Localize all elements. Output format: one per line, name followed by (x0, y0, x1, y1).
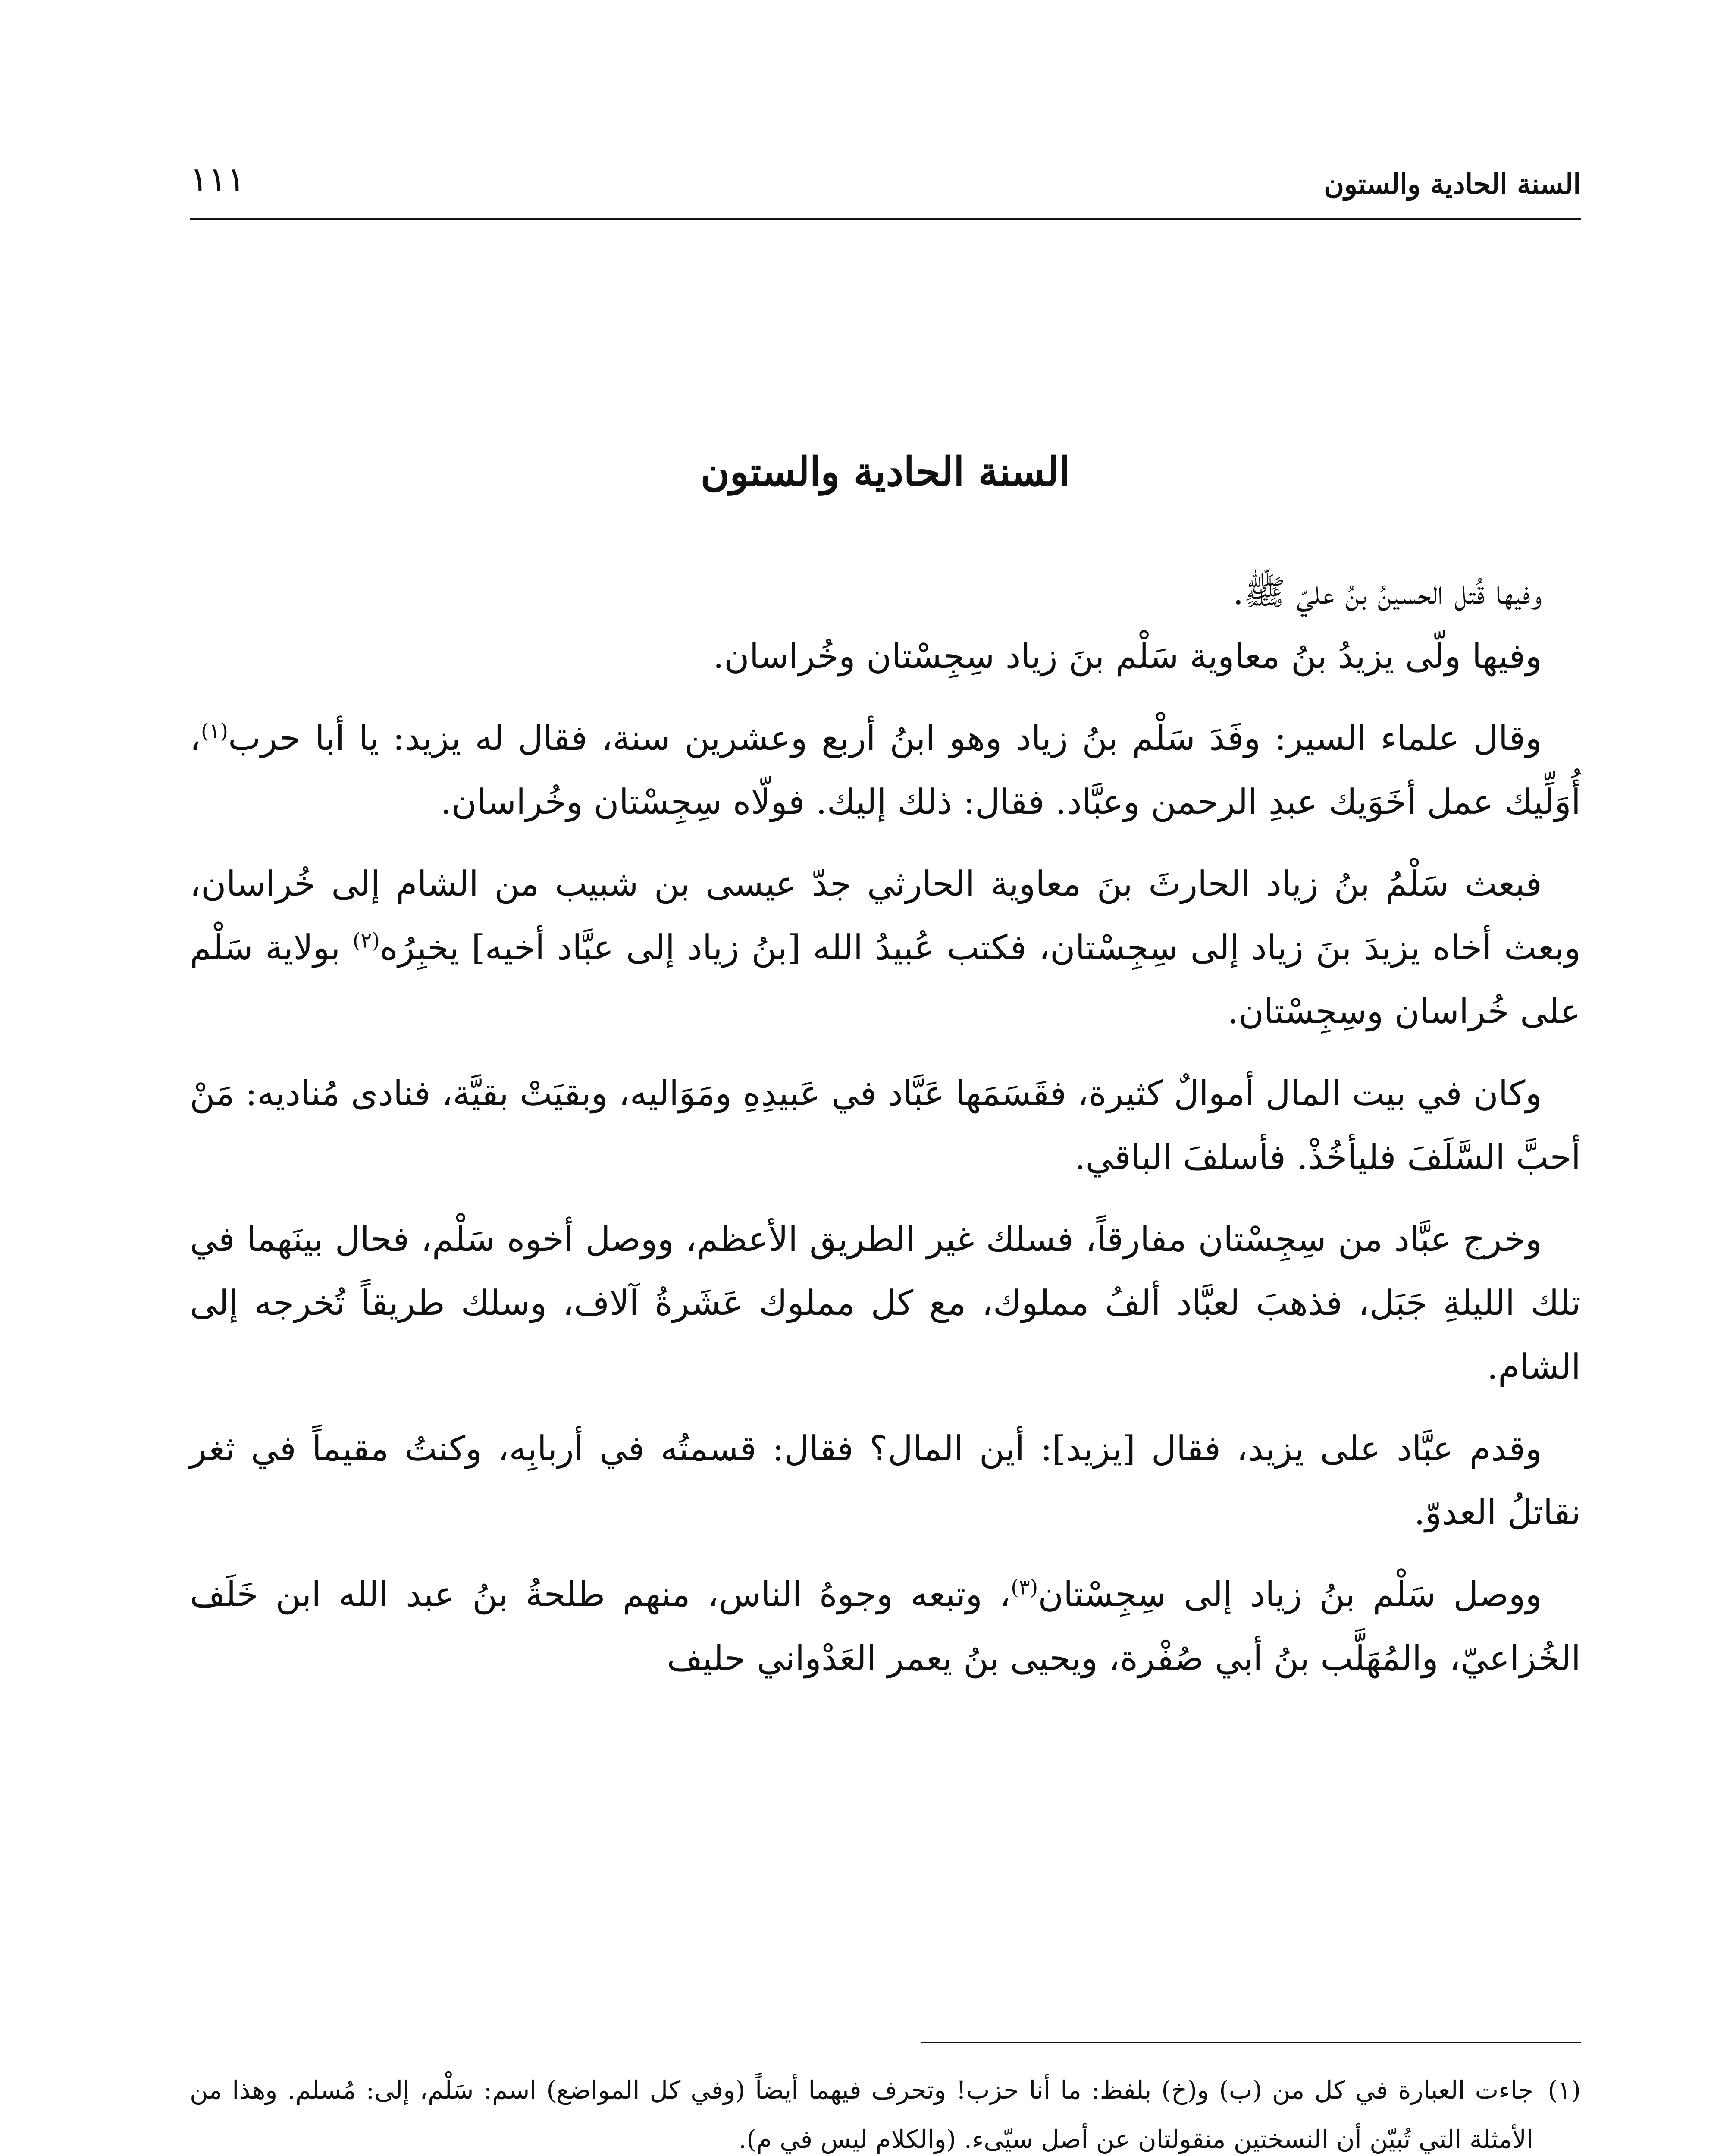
page-header (190, 155, 1581, 216)
footnote-ref-1[interactable]: (١) (201, 719, 229, 743)
paragraph-1: وفيها قُتل الحسينُ بنُ عليّ ﷺ. (1233, 572, 1542, 612)
paragraph-2: وفيها ولّى يزيدُ بنُ معاوية سَلْم بنَ زياد سِجِسْتان وخُراسان. (713, 636, 1542, 676)
chapter-title: السنة الحادية والستون (700, 448, 1070, 495)
footnote-ref-3[interactable]: (٣) (1011, 1575, 1038, 1600)
footnote-rule (921, 2042, 1581, 2043)
paragraph-4-text-b: بولاية سَلْم على خُراسان وسِجِسْتان. (190, 928, 1581, 1031)
paragraph-3 (190, 706, 1581, 834)
paragraph-4-text-a: فبعث سَلْمُ بنُ زياد الحارثَ بنَ معاوية الحارثي جدّ عيسى بن شبيب من الشام إلى خُراسان، وبعث أخاه يزيدَ بنَ زياد إلى سِجِسْتان، فكتب عُبيدُ الله [بنُ زياد إلى عبَّاد أخيه] يخبِرُه (190, 864, 1581, 968)
paragraph-8-text-a: ووصل سَلْم بنُ زياد إلى سِجِسْتان (1038, 1574, 1542, 1614)
running-title: السنة الحادية والستون (1324, 168, 1581, 201)
footnotes (190, 2065, 1581, 2156)
paragraph-5: وكان في بيت المال أموالٌ كثيرة، فقَسَمَها عَبَّاد في عَبيدِهِ ومَوَاليه، وبقيَتْ بقيَّة، فنادى مُناديه: مَنْ أحبَّ السَّلَفَ فليأخُذْ. فأسلفَ الباقي. (190, 1073, 1581, 1177)
page-number: ١١١ (190, 160, 245, 200)
footnote-number: (١) (1548, 2075, 1581, 2105)
footnote-1 (190, 2065, 1581, 2156)
paragraph-8-text-b: ، وتبعه وجوهُ الناس، منهم طلحةُ بنُ عبد الله ابن خَلَف الخُزاعيّ، والمُهَلَّب بنُ أبي صُفْرة، ويحيى بنُ يعمر العَدْواني حليف (190, 1574, 1581, 1678)
paragraph-7: وقدم عبَّاد على يزيد، فقال [يزيد]: أين المال؟ فقال: قسمتُه في أربابِه، وكنتُ مقيماً في ثغر نقاتلُ العدوّ. (190, 1429, 1581, 1532)
header-rule (190, 218, 1581, 220)
paragraph-6: وخرج عبَّاد من سِجِسْتان مفارقاً، فسلك غير الطريق الأعظم، ووصل أخوه سَلْم، فحال بينَهما في تلك الليلةِ جَبَل، فذهبَ لعبَّاد ألفُ مملوك، مع كل مملوك عَشَرةُ آلاف، وسلك طريقاً تُخرجه إلى الشام. (190, 1219, 1581, 1387)
paragraph-4 (190, 852, 1581, 1044)
paragraph-3-text-a: وقال علماء السير: وفَدَ سَلْم بنُ زياد وهو ابنُ أربع وعشرين سنة، فقال له يزيد: يا أبا حرب (228, 718, 1542, 758)
footnote-ref-2[interactable]: (٢) (352, 928, 380, 953)
paragraph-8 (190, 1563, 1581, 1690)
paragraph-3-text-b: ، أُوَلِّيك عمل أخَوَيك عبدِ الرحمن وعبَّاد. فقال: ذلك إليك. فولّاه سِجِسْتان وخُراسان. (190, 718, 1581, 822)
footnote-text: جاءت العبارة في كل من (ب) و(خ) بلفظ: ما أنا حزب! وتحرف فيهما أيضاً (وفي كل المواضع) اسم: سَلْم، إلى: مُسلم. وهذا من الأمثلة التي تُبيّن أن النسختين منقولتان عن أصل سيّىء. (والكلام ليس في م). (190, 2075, 1533, 2154)
main-text (190, 561, 1581, 1708)
